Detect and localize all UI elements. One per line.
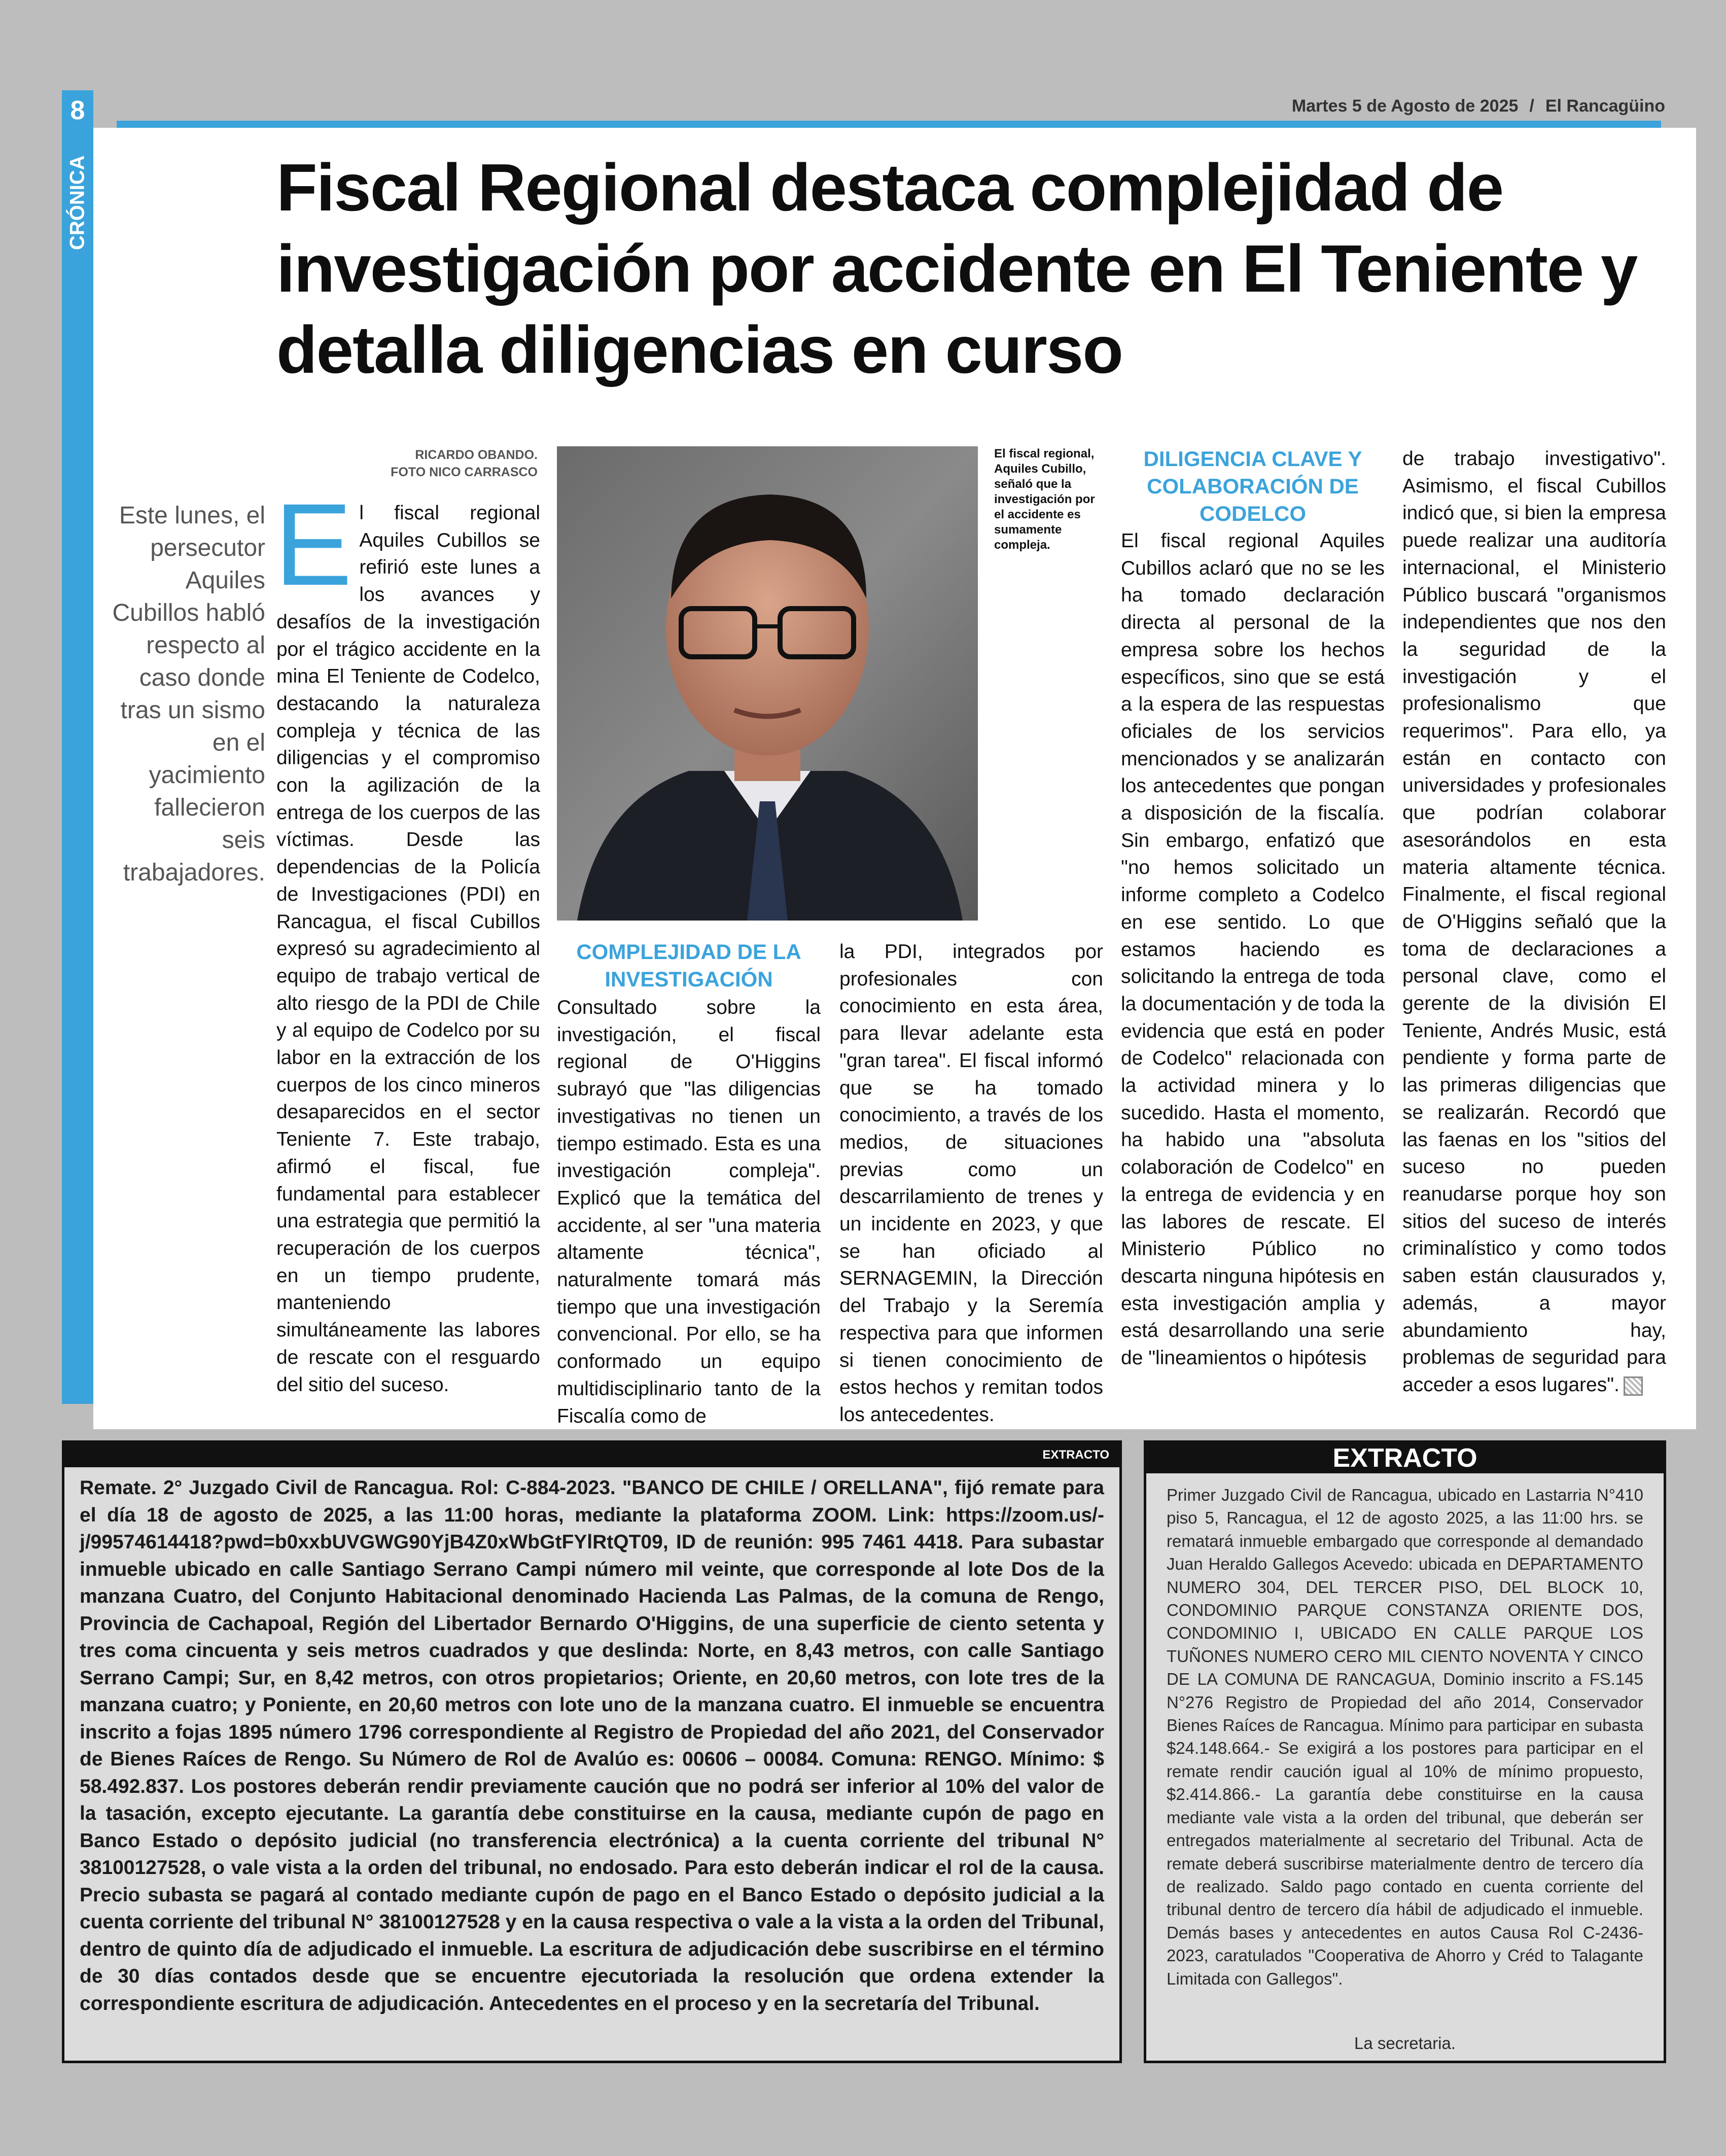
column-1-text: l fiscal regional Aquiles Cubillos se refirió este lunes a los avances y desafíos de la investigación por el trágico accidente en la mina El Teniente de Codelco, destacando la naturaleza compleja y técnica de las diligencias y el compromiso con la agilización de la entrega de los cuerpos de las víctimas. Desde las dependencias de la Policía de Investigaciones (PDI) en Rancagua, el fiscal Cubillos expresó su agradecimiento al equipo de trabajo vertical de alto riesgo de la PDI de Chile y al equipo de Codelco por su labor en la extracción de los cuerpos de los cinco mineros desaparecidos en el sector Teniente 7. Este trabajo, afirmó el fiscal, fue fundamental para establecer una estrategia que permitió la recuperación de los cuerpos en un tiempo prudente, manteniendo simultáneamente las labores de rescate con el resguardo del sitio del suceso.	[276, 502, 540, 1396]
drop-cap: E	[274, 479, 353, 610]
legal-notice-left	[62, 1440, 1122, 2063]
notice-text: Remate. 2° Juzgado Civil de Rancagua. Rol: C-884-2023. "BANCO DE CHILE / ORELLANA", fijó remate para el día 18 de agosto de 2025, a las 11:00 horas, mediante la plataforma ZOOM. Link: https://zoom.us/-j/99574614418?pwd=b0xxbUVGWG90YjB4Z0xWbGtFYlRtQT09, ID de reunión: 995 7461 4418. Para subastar inmueble ubicado en calle Santiago Serrano Campi número mil veinte, que corresponde al lote Dos de la manzana Cuatro, del Conjunto Habitacional denominado Hacienda Las Palmas, de la comuna de Rengo, Provincia de Cachapoal, Región del Libertador Bernardo O'Higgins, de una superficie de ciento setenta y tres coma cincuenta y seis metros cuadrados y que deslinda: Norte, en 8,43 metros, con calle Santiago Serrano Campi; Sur, en 8,42 metros, con otros propietarios; Oriente, en 20,60 metros, con lote tres de la manzana cuatro; y Poniente, en 20,60 metros con lote uno de la manzana cuatro. El inmueble se encuentra inscrito a fojas 1895 número 1796 correspondiente al Registro de Propiedad del año 2021, del Conservador de Bienes Raíces de Rengo. Su Número de Rol de Avalúo es: 00606 – 00084. Comuna: RENGO. Mínimo: $ 58.492.837. Los postores deberán rendir previamente caución que no podrá ser inferior al 10% del valor de la tasación, excepto ejecutante. La garantía debe constituirse en la causa, mediante cupón de pago en Banco Estado o depósito judicial (no transferencia electrónica) a la cuenta corriente del tribunal N° 38100127528, o vale vista a la orden del tribunal, no endosado. Para esto deberán indicar el rol de la causa. Precio subasta se pagará al contado mediante cupón de pago en el Banco Estado o depósito judicial a la cuenta corriente del tribunal N° 38100127528 y en la causa respectiva o vale a la vista a la orden del Tribunal, dentro de quinto día de adjudicado el inmueble. La escritura de adjudicación debe suscribirse en el término de 30 días contados desde que se encuentre ejecutoriada la resolución que ordena extender la correspondiente escritura de adjudicación. Antecedentes en el proceso y en la secretaría del Tribunal.	[80, 1477, 1104, 2014]
portrait-photo	[557, 446, 978, 921]
page-number: 8	[62, 90, 93, 131]
column-5-text: de trabajo investigativo". Asimismo, el fiscal Cubillos indicó que, si bien la empresa puede realizar una auditoría internacional, el Ministerio Público buscará "organismos independientes que nos den la seguridad de la investigación y el profesionalismo que requerimos". Para ello, ya están en contacto con universidades y profesionales que podrían colaborar asesorándolos en esta materia altamente técnica. Finalmente, el fiscal regional de O'Higgins señaló que la toma de declaraciones a personal clave, como el gerente de la división El Teniente, Andrés Music, está pendiente y forma parte de las primeras diligencias que se realizarán. Recordó que las faenas en los "sitios del suceso no pueden reanudarse porque hoy son sitios del suceso de interés criminalístico y como todos saben están clausurados y, además, a mayor abundamiento hay, problemas de seguridad para acceder a esos lugares".	[1402, 448, 1666, 1396]
subhead-complejidad: COMPLEJIDAD DE LA INVESTIGACIÓN	[576, 940, 801, 991]
article-column-4: El fiscal regional Aquiles Cubillos aclaró que no se les ha tomado declaración directa al personal de la empresa sobre los hechos específicos, sino que se está a la espera de las respuestas oficiales de los servicios mencionados y se analizarán los antecedentes que pongan a disposición de la fiscalía. Sin embargo, enfatizó que "no hemos solicitado un informe completo a Codelco en ese sentido. Lo que estamos haciendo es solicitando la entrega de toda la documentación y de toda la evidencia que está en poder de Codelco" relacionada con la actividad minera y lo sucedido. Hasta el momento, ha habido una "absoluta colaboración de Codelco" en la entrega de evidencia y en las labores de rescate. El Ministerio Público no descarta ninguna hipótesis en esta investigación amplia y está desarrollando una serie de "lineamientos o hipótesis	[1121, 530, 1385, 1369]
notice-label: EXTRACTO	[1146, 1443, 1664, 1473]
photo-caption: El fiscal regional, Aquiles Cubillo, señaló que la investigación por el accidente es sumamente compleja.	[994, 447, 1095, 552]
subhead-diligencia: DILIGENCIA CLAVE Y COLABORACIÓN DE CODELCO	[1143, 447, 1362, 525]
section-bar	[62, 131, 93, 1404]
section-label: CRÓNICA	[66, 155, 89, 251]
dateline-separator: /	[1529, 96, 1534, 116]
dateline	[1292, 96, 1665, 116]
article-column-2: Consultado sobre la investigación, el fiscal regional de O'Higgins subrayó que "las diligencias investigativas no tienen un tiempo estimado. Esta es una investigación compleja". Explicó que la temática del accidente, al ser "una materia altamente técnica", naturalmente tomará más tiempo que una investigación convencional. Por ello, se ha conformado un equipo multidisciplinario tanto de la Fiscalía como de	[557, 997, 821, 1427]
header-rule	[117, 121, 1661, 128]
article-column-5	[1402, 445, 1666, 1399]
headline: Fiscal Regional destaca complejidad de investigación por accidente en El Teniente y detalla diligencias en curso	[276, 150, 1637, 387]
notice-signature: La secretaria.	[1354, 2034, 1456, 2053]
notice-text: Primer Juzgado Civil de Rancagua, ubicado en Lastarria N°410 piso 5, Rancagua, el 12 de agosto 2025, a las 11:00 hrs. se rematará inmueble embargado que corresponde al demandado Juan Heraldo Gallegos Acevedo: ubicada en DEPARTAMENTO NUMERO 304, DEL TERCER PISO, DEL BLOCK 10, CONDOMINIO PARQUE CONSTANZA ORIENTE DOS, CONDOMINIO I, UBICADO EN CALLE PARQUE LOS TUÑONES NUMERO CERO MIL CIENTO NOVENTA Y CINCO DE LA COMUNA DE RANCAGUA, Dominio inscrito a FS.145 N°276 Registro de Propiedad del año 2014, Conservador Bienes Raíces de Rancagua. Mínimo para participar en subasta $24.148.664.- Se exigirá a los postores para participar en el remate rendir caución igual al 10% de mínimo propuesto, $2.414.866.- La garantía debe constituirse en la causa mediante vale vista a la orden del tribunal, que deberán ser entregados materialmente al secretario del Tribunal. Acta de remate deberá suscribirse materialmente dentro de tercero día de realizado. Saldo pago contado en cuenta corriente del tribunal dentro de tercero día hábil de adjudicado el inmueble. Demás bases y antecedentes en autos Causa Rol C-2436-2023, caratulados "Cooperativa de Ahorro y Créd to Talagante Limitada con Gallegos".	[1167, 1486, 1643, 1988]
lead-paragraph: Este lunes, el persecutor Aquiles Cubillos habló respecto al caso donde tras un sismo en el yacimiento fallecieron seis trabajadores.	[112, 502, 265, 886]
byline	[365, 446, 538, 481]
newspaper-name: El Rancagüino	[1545, 96, 1665, 116]
article-column-3: la PDI, integrados por profesionales con conocimiento en esta área, para llevar adelante esta "gran tarea". El fiscal informó que se ha tomado conocimiento, a través de los medios, de situaciones previas como un descarrilamiento de trenes y un incidente en 2023, y que se han oficiado al SERNAGEMIN, la Dirección del Trabajo y la Seremía respectiva para que informen si tienen conocimiento de estos hechos y remitan todos los antecedentes.	[839, 941, 1103, 1426]
issue-date: Martes 5 de Agosto de 2025	[1291, 96, 1519, 116]
author-credit: RICARDO OBANDO.	[415, 448, 538, 462]
article-column-1	[274, 479, 540, 1398]
notice-label: EXTRACTO	[64, 1443, 1119, 1467]
legal-notice-right	[1144, 1440, 1666, 2063]
end-mark-icon	[1624, 1376, 1643, 1396]
photo-credit: FOTO NICO CARRASCO	[391, 465, 538, 479]
